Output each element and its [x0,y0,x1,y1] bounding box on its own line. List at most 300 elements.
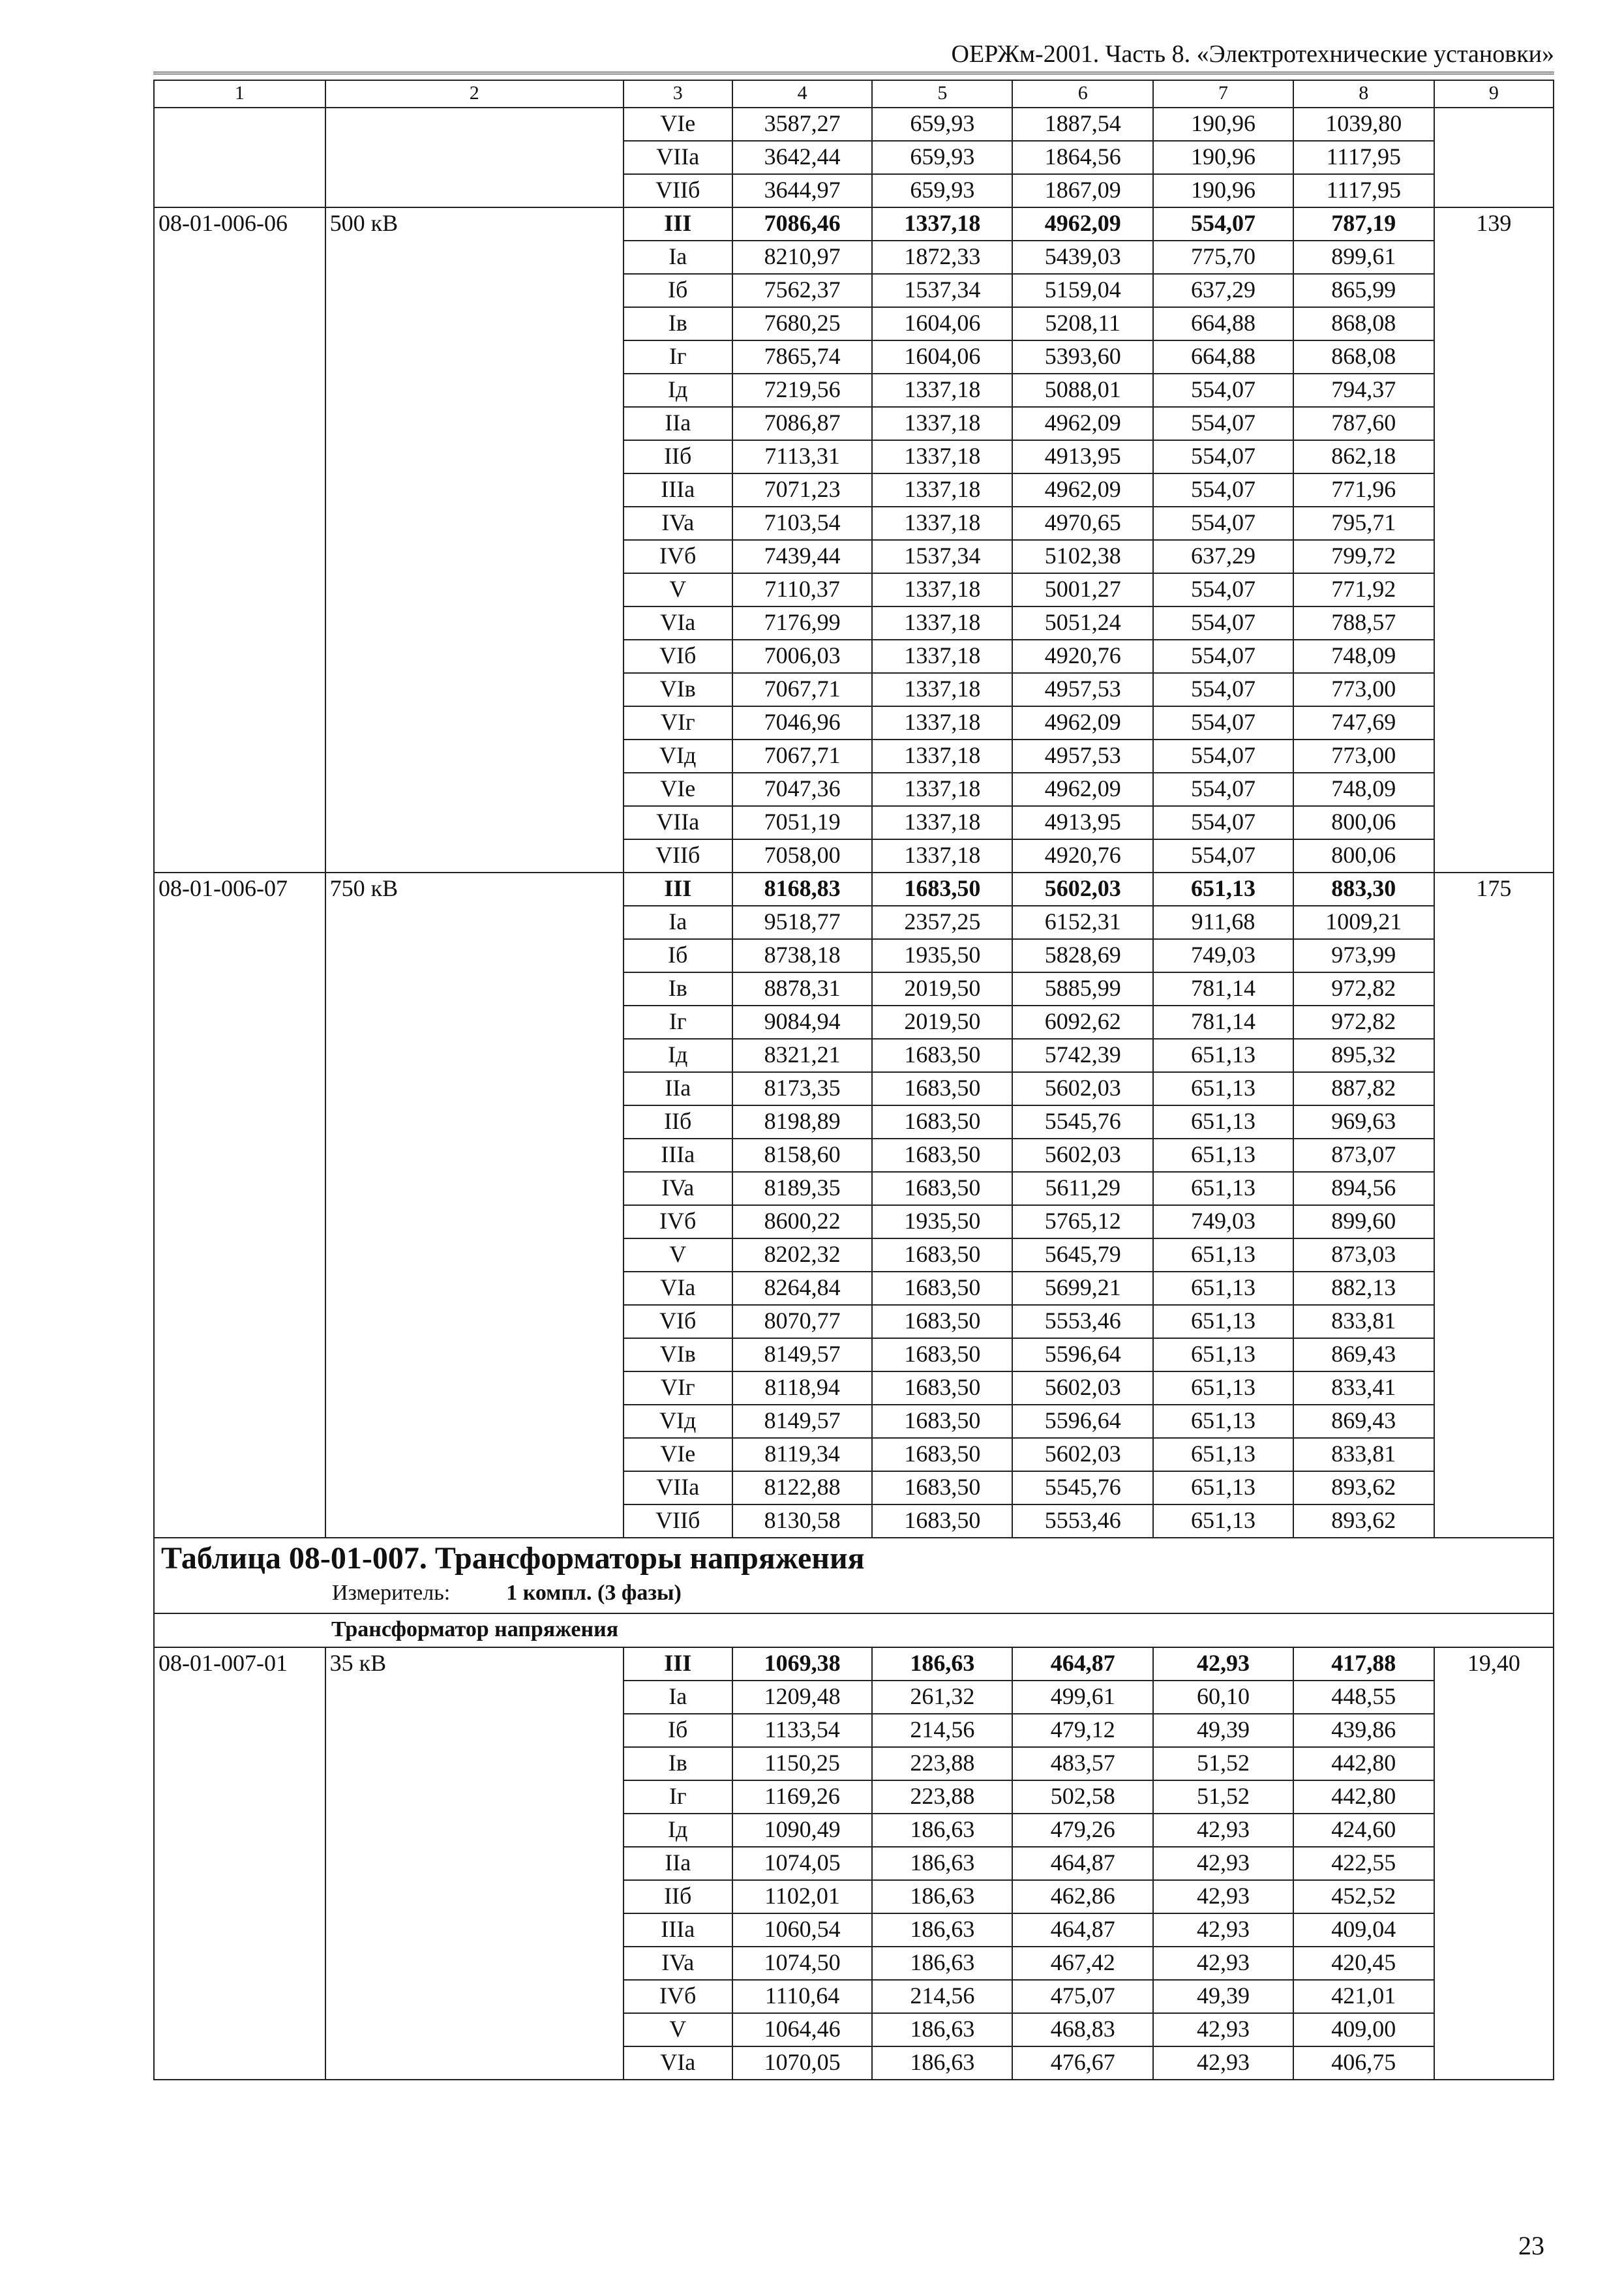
value-cell: 422,55 [1293,1847,1434,1880]
column-header: 7 [1153,80,1293,108]
value-cell: 554,07 [1153,806,1293,839]
value-cell: 475,07 [1012,1980,1153,2013]
value-cell: 5602,03 [1012,873,1153,906]
value-cell: 1337,18 [872,573,1012,606]
value-cell: 651,13 [1153,1039,1293,1072]
value-cell: 464,87 [1012,1647,1153,1681]
row-index: Iв [624,972,732,1006]
value-cell: 1060,54 [732,1913,873,1947]
value-cell: 1337,18 [872,740,1012,773]
value-cell: 42,93 [1153,1847,1293,1880]
value-cell: 502,58 [1012,1780,1153,1814]
value-cell: 2357,25 [872,906,1012,939]
value-cell: 651,13 [1153,873,1293,906]
value-cell: 1683,50 [872,1438,1012,1471]
value-cell: 448,55 [1293,1681,1434,1714]
value-cell: 894,56 [1293,1172,1434,1205]
value-cell: 554,07 [1153,473,1293,507]
value-cell: 1064,46 [732,2013,873,2046]
row-index: Iв [624,1747,732,1780]
value-cell: 5742,39 [1012,1039,1153,1072]
name-cell: 750 кВ [325,873,624,1538]
value-cell: 651,13 [1153,1471,1293,1504]
value-cell: 651,13 [1153,1072,1293,1105]
value-cell: 409,00 [1293,2013,1434,2046]
value-cell: 1683,50 [872,1405,1012,1438]
value-cell: 417,88 [1293,1647,1434,1681]
value-cell: 8168,83 [732,873,873,906]
value-cell: 49,39 [1153,1980,1293,2013]
row-index: Iб [624,1714,732,1747]
value-cell: 5602,03 [1012,1371,1153,1405]
value-cell: 1683,50 [872,1139,1012,1172]
value-cell: 749,03 [1153,939,1293,972]
row-index: IIa [624,1847,732,1880]
value-cell: 659,93 [872,141,1012,174]
value-cell: 424,60 [1293,1814,1434,1847]
value-cell: 442,80 [1293,1780,1434,1814]
value-cell: 8738,18 [732,939,873,972]
row-index: VIa [624,1272,732,1305]
measure-line [161,1579,1546,1608]
value-cell: 9518,77 [732,906,873,939]
row-index: V [624,573,732,606]
value-cell: 479,12 [1012,1714,1153,1747]
row-index: Iв [624,307,732,340]
value-cell: 5545,76 [1012,1105,1153,1139]
value-cell: 5001,27 [1012,573,1153,606]
value-cell: 442,80 [1293,1747,1434,1780]
value-cell: 800,06 [1293,839,1434,873]
value-cell: 5602,03 [1012,1072,1153,1105]
value-cell: 6152,31 [1012,906,1153,939]
value-cell: 4962,09 [1012,207,1153,241]
value-cell: 651,13 [1153,1504,1293,1538]
code-cell: 08-01-006-07 [154,873,325,1538]
name-cell: 35 кВ [325,1647,624,2080]
value-cell: 833,41 [1293,1371,1434,1405]
value-cell: 1887,54 [1012,108,1153,141]
measure-label: Измеритель: [332,1581,451,1605]
row-index: Iг [624,1780,732,1814]
row-index: VIIб [624,839,732,873]
value-cell: 1337,18 [872,640,1012,673]
value-cell: 1604,06 [872,307,1012,340]
value-cell: 748,09 [1293,640,1434,673]
value-cell: 1683,50 [872,1172,1012,1205]
row-index: VIIб [624,1504,732,1538]
value-cell: 476,67 [1012,2046,1153,2080]
value-cell: 5393,60 [1012,340,1153,374]
value-cell: 8130,58 [732,1504,873,1538]
row-index: IVa [624,507,732,540]
row-index: VIв [624,673,732,706]
value-cell: 4920,76 [1012,839,1153,873]
value-cell: 659,93 [872,108,1012,141]
value-cell: 1337,18 [872,473,1012,507]
value-cell: 882,13 [1293,1272,1434,1305]
value-cell: 8118,94 [732,1371,873,1405]
value-cell: 972,82 [1293,1006,1434,1039]
table-title-row [154,1538,1554,1613]
value-cell: 5102,38 [1012,540,1153,573]
value-cell: 186,63 [872,1880,1012,1913]
row-index: VIa [624,2046,732,2080]
value-cell: 1074,05 [732,1847,873,1880]
value-cell: 4970,65 [1012,507,1153,540]
row-index: Iб [624,274,732,307]
value-cell: 893,62 [1293,1471,1434,1504]
value-cell: 3587,27 [732,108,873,141]
value-cell: 4962,09 [1012,473,1153,507]
value-cell: 7103,54 [732,507,873,540]
row-index: Iд [624,1814,732,1847]
value-cell: 973,99 [1293,939,1434,972]
value-cell: 1683,50 [872,1039,1012,1072]
column-header: 3 [624,80,732,108]
row-index: IIa [624,1072,732,1105]
value-cell: 186,63 [872,2046,1012,2080]
value-cell: 1337,18 [872,773,1012,806]
row-index: Iб [624,939,732,972]
row-index: Ia [624,906,732,939]
value-cell: 969,63 [1293,1105,1434,1139]
value-cell: 799,72 [1293,540,1434,573]
value-cell: 464,87 [1012,1847,1153,1880]
row-index: VIIa [624,1471,732,1504]
row-index: VIa [624,606,732,640]
column-header: 2 [325,80,624,108]
value-cell: 787,60 [1293,407,1434,440]
row-index: Ia [624,241,732,274]
value-cell: 8210,97 [732,241,873,274]
value-cell: 5051,24 [1012,606,1153,640]
value-cell: 1935,50 [872,939,1012,972]
value-cell: 1090,49 [732,1814,873,1847]
value-cell: 42,93 [1153,2046,1293,2080]
value-cell: 7865,74 [732,340,873,374]
value-cell: 1537,34 [872,274,1012,307]
value-cell: 554,07 [1153,740,1293,773]
value-cell: 7110,37 [732,573,873,606]
value-cell: 554,07 [1153,640,1293,673]
value-cell: 8321,21 [732,1039,873,1072]
row-index: VIг [624,706,732,740]
value-cell: 1337,18 [872,407,1012,440]
value-cell: 186,63 [872,1847,1012,1880]
value-cell: 1069,38 [732,1647,873,1681]
row-index: V [624,2013,732,2046]
value-cell: 42,93 [1153,2013,1293,2046]
value-cell: 554,07 [1153,706,1293,740]
value-cell: 468,83 [1012,2013,1153,2046]
value-cell: 1150,25 [732,1747,873,1780]
value-cell: 223,88 [872,1780,1012,1814]
row-index: III [624,873,732,906]
row-index: IVб [624,1980,732,2013]
value-cell: 1683,50 [872,1238,1012,1272]
value-cell: 800,06 [1293,806,1434,839]
row-index: VIe [624,108,732,141]
value-cell: 1009,21 [1293,906,1434,939]
table-title-cell [154,1538,1554,1613]
row-index: VIг [624,1371,732,1405]
value-cell: 747,69 [1293,706,1434,740]
value-cell: 190,96 [1153,141,1293,174]
value-cell: 771,92 [1293,573,1434,606]
value-cell: 651,13 [1153,1438,1293,1471]
value-cell: 651,13 [1153,1371,1293,1405]
row-index: VIб [624,640,732,673]
value-cell: 1683,50 [872,1305,1012,1338]
value-cell: 873,03 [1293,1238,1434,1272]
value-cell: 8878,31 [732,972,873,1006]
value-cell: 869,43 [1293,1338,1434,1371]
value-cell: 911,68 [1153,906,1293,939]
code-cell [154,108,325,207]
value-cell: 4962,09 [1012,706,1153,740]
value-cell: 452,52 [1293,1880,1434,1913]
value-cell: 651,13 [1153,1405,1293,1438]
row-index: Ia [624,1681,732,1714]
value-cell: 771,96 [1293,473,1434,507]
value-cell: 868,08 [1293,340,1434,374]
value-cell: 9084,94 [732,1006,873,1039]
value-cell: 781,14 [1153,1006,1293,1039]
value-cell: 1683,50 [872,1272,1012,1305]
value-cell: 651,13 [1153,1305,1293,1338]
value-cell: 887,82 [1293,1072,1434,1105]
value-cell: 833,81 [1293,1305,1434,1338]
value-cell: 651,13 [1153,1172,1293,1205]
value-cell: 8173,35 [732,1072,873,1105]
value-cell: 748,09 [1293,773,1434,806]
value-cell: 773,00 [1293,673,1434,706]
value-cell: 833,81 [1293,1438,1434,1471]
value-cell: 1039,80 [1293,108,1434,141]
value-cell: 1169,26 [732,1780,873,1814]
value-cell: 788,57 [1293,606,1434,640]
value-cell: 8122,88 [732,1471,873,1504]
value-cell: 464,87 [1012,1913,1153,1947]
value-cell: 42,93 [1153,1814,1293,1847]
value-cell: 659,93 [872,174,1012,207]
value-cell: 1117,95 [1293,141,1434,174]
value-cell: 1337,18 [872,207,1012,241]
value-cell: 868,08 [1293,307,1434,340]
value-cell: 865,99 [1293,274,1434,307]
row-index: Iд [624,374,732,407]
value-cell: 7051,19 [732,806,873,839]
value-cell: 479,26 [1012,1814,1153,1847]
row-index: VIв [624,1338,732,1371]
value-cell: 651,13 [1153,1338,1293,1371]
table-row [154,1647,1554,1681]
value-cell: 8070,77 [732,1305,873,1338]
value-cell: 42,93 [1153,1647,1293,1681]
value-cell: 3642,44 [732,141,873,174]
value-cell: 1683,50 [872,1072,1012,1105]
value-cell: 1872,33 [872,241,1012,274]
row-index: IVa [624,1172,732,1205]
value-cell: 51,52 [1153,1780,1293,1814]
value-cell: 651,13 [1153,1105,1293,1139]
value-cell: 406,75 [1293,2046,1434,2080]
value-cell: 651,13 [1153,1272,1293,1305]
value-cell: 893,62 [1293,1504,1434,1538]
row-index: IVa [624,1947,732,1980]
value-cell: 5553,46 [1012,1504,1153,1538]
value-cell: 5602,03 [1012,1438,1153,1471]
row-index: IIIa [624,1913,732,1947]
value-cell: 787,19 [1293,207,1434,241]
column-header: 9 [1434,80,1554,108]
value-cell: 4913,95 [1012,440,1153,473]
value-cell: 409,04 [1293,1913,1434,1947]
value-cell: 2019,50 [872,972,1012,1006]
value-cell: 1683,50 [872,873,1012,906]
value-cell: 51,52 [1153,1747,1293,1780]
value-cell: 3644,97 [732,174,873,207]
value-cell: 5611,29 [1012,1172,1153,1205]
value-cell: 439,86 [1293,1714,1434,1747]
row-index: IVб [624,540,732,573]
value-cell: 773,00 [1293,740,1434,773]
value-cell: 5885,99 [1012,972,1153,1006]
value-cell: 49,39 [1153,1714,1293,1747]
table-row [154,207,1554,241]
value-cell: 554,07 [1153,839,1293,873]
value-cell: 5088,01 [1012,374,1153,407]
value-cell: 972,82 [1293,972,1434,1006]
row-index: VIIб [624,174,732,207]
value-cell: 261,32 [872,1681,1012,1714]
value-cell: 1683,50 [872,1371,1012,1405]
value-cell: 895,32 [1293,1039,1434,1072]
value-cell: 8600,22 [732,1205,873,1238]
value-cell: 1337,18 [872,839,1012,873]
value-cell: 554,07 [1153,507,1293,540]
section-row [154,1613,1554,1647]
value-cell: 554,07 [1153,374,1293,407]
value-cell: 5545,76 [1012,1471,1153,1504]
value-cell: 214,56 [872,1714,1012,1747]
row-index: III [624,207,732,241]
value-cell: 8189,35 [732,1172,873,1205]
value-cell: 1337,18 [872,374,1012,407]
col9-cell: 175 [1434,873,1554,1538]
value-cell: 421,01 [1293,1980,1434,2013]
value-cell: 1133,54 [732,1714,873,1747]
column-header: 6 [1012,80,1153,108]
value-cell: 186,63 [872,2013,1012,2046]
value-cell: 1337,18 [872,673,1012,706]
value-cell: 5208,11 [1012,307,1153,340]
value-cell: 6092,62 [1012,1006,1153,1039]
row-index: Iг [624,340,732,374]
value-cell: 1070,05 [732,2046,873,2080]
column-header: 1 [154,80,325,108]
value-cell: 899,60 [1293,1205,1434,1238]
column-header: 4 [732,80,873,108]
row-index: VIд [624,740,732,773]
value-cell: 5159,04 [1012,274,1153,307]
value-cell: 1337,18 [872,706,1012,740]
value-cell: 1864,56 [1012,141,1153,174]
value-cell: 42,93 [1153,1913,1293,1947]
value-cell: 1537,34 [872,540,1012,573]
table-row [154,873,1554,906]
name-cell [325,108,624,207]
row-index: VIд [624,1405,732,1438]
name-cell: 500 кВ [325,207,624,873]
code-cell: 08-01-006-06 [154,207,325,873]
value-cell: 5596,64 [1012,1338,1153,1371]
value-cell: 8119,34 [732,1438,873,1471]
value-cell: 223,88 [872,1747,1012,1780]
row-index: IIa [624,407,732,440]
value-cell: 7067,71 [732,673,873,706]
value-cell: 5699,21 [1012,1272,1153,1305]
value-cell: 8149,57 [732,1338,873,1371]
row-index: IVб [624,1205,732,1238]
value-cell: 4962,09 [1012,407,1153,440]
row-index: V [624,1238,732,1272]
value-cell: 190,96 [1153,108,1293,141]
value-cell: 7219,56 [732,374,873,407]
value-cell: 1337,18 [872,806,1012,839]
value-cell: 5828,69 [1012,939,1153,972]
value-cell: 1102,01 [732,1880,873,1913]
value-cell: 8202,32 [732,1238,873,1272]
value-cell: 1683,50 [872,1105,1012,1139]
value-cell: 899,61 [1293,241,1434,274]
value-cell: 1117,95 [1293,174,1434,207]
value-cell: 462,86 [1012,1880,1153,1913]
value-cell: 7058,00 [732,839,873,873]
row-index: IIIa [624,1139,732,1172]
value-cell: 5439,03 [1012,241,1153,274]
section-title: Трансформатор напряжения [154,1613,1554,1647]
value-cell: 1337,18 [872,440,1012,473]
row-index: VIIa [624,141,732,174]
value-cell: 4957,53 [1012,740,1153,773]
value-cell: 5596,64 [1012,1405,1153,1438]
value-cell: 2019,50 [872,1006,1012,1039]
col9-cell: 19,40 [1434,1647,1554,2080]
value-cell: 554,07 [1153,773,1293,806]
value-cell: 651,13 [1153,1238,1293,1272]
row-index: IIб [624,1105,732,1139]
value-cell: 1337,18 [872,606,1012,640]
price-table [153,80,1554,2080]
value-cell: 420,45 [1293,1947,1434,1980]
value-cell: 1337,18 [872,507,1012,540]
value-cell: 186,63 [872,1814,1012,1847]
page-number: 23 [1518,2231,1544,2260]
value-cell: 60,10 [1153,1681,1293,1714]
row-index: VIIa [624,806,732,839]
value-cell: 554,07 [1153,207,1293,241]
value-cell: 7086,87 [732,407,873,440]
value-cell: 7113,31 [732,440,873,473]
value-cell: 7086,46 [732,207,873,241]
value-cell: 7562,37 [732,274,873,307]
value-cell: 554,07 [1153,673,1293,706]
row-index: IIб [624,440,732,473]
value-cell: 42,93 [1153,1880,1293,1913]
value-cell: 214,56 [872,1980,1012,2013]
